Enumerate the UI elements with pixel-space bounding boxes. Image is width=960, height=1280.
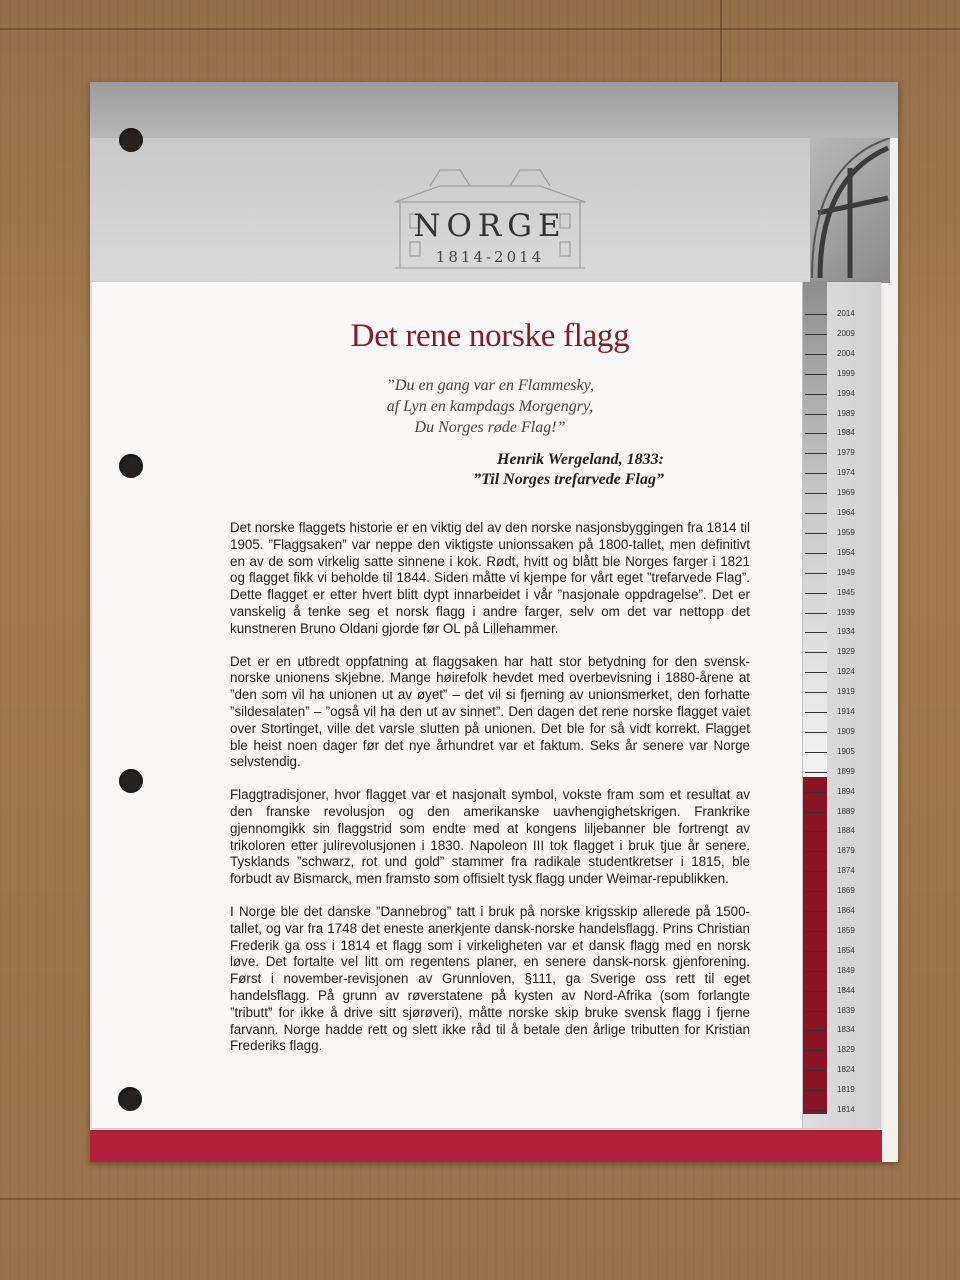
timeline-tick <box>805 971 827 972</box>
punch-hole <box>119 769 143 793</box>
timeline-year <box>803 665 881 679</box>
timeline-year-label: 1989 <box>837 408 855 418</box>
timeline-year-label: 1959 <box>837 527 855 537</box>
timeline-year-label: 1929 <box>837 647 855 657</box>
timeline-year <box>803 546 881 560</box>
timeline-tick <box>805 812 827 813</box>
timeline-tick <box>805 792 827 793</box>
timeline-year <box>803 705 881 719</box>
timeline-year <box>803 844 881 858</box>
timeline-tick <box>805 1011 827 1012</box>
timeline-year-label: 1829 <box>837 1045 855 1055</box>
timeline-year-label: 1814 <box>837 1105 855 1114</box>
timeline-year-label: 1819 <box>837 1085 855 1095</box>
timeline-tick <box>805 712 827 713</box>
timeline-year <box>803 785 881 799</box>
timeline-year-label: 1949 <box>837 567 855 577</box>
timeline-year-label: 1984 <box>837 428 855 438</box>
timeline-year <box>803 864 881 878</box>
article <box>230 318 750 1071</box>
cardboard-seam-vertical <box>720 0 722 82</box>
timeline-tick <box>805 374 827 375</box>
quote-line: ”Du en gang var en Flammesky, <box>386 377 594 394</box>
timeline-year-label: 1874 <box>837 866 855 876</box>
article-body <box>230 520 750 1055</box>
timeline-tick <box>805 752 827 753</box>
timeline-tick <box>805 732 827 733</box>
timeline-tick <box>805 871 827 872</box>
timeline-year-label: 2009 <box>837 328 855 338</box>
timeline-year <box>803 944 881 958</box>
timeline-year-label: 1894 <box>837 786 855 796</box>
timeline-tick <box>805 1070 827 1071</box>
timeline-year-label: 1884 <box>837 826 855 836</box>
timeline-year <box>803 984 881 998</box>
timeline-year-label: 1864 <box>837 906 855 915</box>
timeline-year-label: 1924 <box>837 667 855 677</box>
timeline-tick <box>805 414 827 415</box>
attribution-source: ”Til Norges trefarvede Flag” <box>473 471 664 488</box>
corner-window-image <box>810 138 890 283</box>
timeline-tick <box>805 991 827 992</box>
timeline-year <box>803 625 881 639</box>
timeline-year-label: 1824 <box>837 1065 855 1075</box>
timeline-year <box>803 526 881 540</box>
timeline-year-label: 1859 <box>837 925 855 935</box>
timeline-tick <box>805 1030 827 1031</box>
timeline-year-label: 1999 <box>837 368 855 378</box>
timeline-year <box>803 725 881 739</box>
timeline-year <box>803 1004 881 1018</box>
timeline-tick <box>805 632 827 633</box>
timeline-year-label: 1979 <box>837 448 855 458</box>
timeline-year <box>803 307 881 321</box>
timeline-tick <box>805 314 827 315</box>
timeline-tick <box>805 672 827 673</box>
norge-logo <box>390 156 590 276</box>
timeline-year-label: 1834 <box>837 1025 855 1035</box>
timeline-year <box>803 606 881 620</box>
timeline-year <box>803 1103 881 1117</box>
year-timeline <box>802 282 881 1128</box>
timeline-tick <box>805 334 827 335</box>
timeline-year-label: 1974 <box>837 468 855 478</box>
timeline-year <box>803 884 881 898</box>
quote-attribution <box>230 450 750 490</box>
timeline-tick <box>805 553 827 554</box>
timeline-tick <box>805 593 827 594</box>
timeline-year-label: 1839 <box>837 1005 855 1015</box>
timeline-year <box>803 486 881 500</box>
paragraph: Det norske flaggets historie er en viktig del av den norske nasjonsbyggingen fra 1814 til 1905. ”Flaggsaken” var neppe den viktigste unionssaken på 1800-tallet, men definitivt en av de som virkelig satte sinnene i kok. Rødt, hvitt og blått ble Norges farger i 1821 og flagget fikk vi beholde til 1844. Siden måtte vi kjempe for vårt eget ”trefarvede Flag”. Dette flagget er etter hvert blitt dypt innarbeidet i vår ”nasjonale oppdragelse”. Det er vanskelig å tenke seg et norsk flagg i andre farger, selv om det var nettopp det kunstneren Bruno Oldani gjorde før OL på Lillehammer. <box>230 520 750 636</box>
timeline-tick <box>805 573 827 574</box>
timeline-year-label: 1945 <box>837 587 855 597</box>
timeline-tick <box>805 533 827 534</box>
timeline-year-label: 1954 <box>837 547 855 557</box>
timeline-year <box>803 1043 881 1057</box>
timeline-tick <box>805 851 827 852</box>
timeline-tick <box>805 951 827 952</box>
timeline-tick <box>805 911 827 912</box>
timeline-tick <box>805 513 827 514</box>
timeline-year-label: 2014 <box>837 309 855 318</box>
timeline-year-label: 2004 <box>837 348 855 358</box>
timeline-tick <box>805 613 827 614</box>
timeline-year <box>803 745 881 759</box>
timeline-year <box>803 924 881 938</box>
timeline-year-label: 1919 <box>837 687 855 697</box>
front-sheet <box>92 282 880 1128</box>
cardboard-seam-bottom <box>0 1198 960 1200</box>
quote-line: af Lyn en kampdags Morgengry, <box>386 398 594 415</box>
timeline-year-label: 1899 <box>837 766 855 776</box>
timeline-year <box>803 1063 881 1077</box>
timeline-year <box>803 1023 881 1037</box>
timeline-year-label: 1905 <box>837 746 855 756</box>
timeline-tick <box>805 1110 827 1111</box>
timeline-year-label: 1964 <box>837 508 855 517</box>
timeline-year-label: 1844 <box>837 985 855 995</box>
punch-hole <box>119 128 143 152</box>
timeline-year <box>803 506 881 520</box>
timeline-year-label: 1889 <box>837 806 855 816</box>
paragraph: I Norge ble det danske ”Dannebrog” tatt i bruk på norske krigsskip allerede på 1500-tallet, og var fra 1748 det eneste anerkjente dansk-norske handelsflagg. Prins Christian Frederik ga oss i 1814 et flagg som i virkeligheten var et dansk flagg med en norsk løve. Det fortalte vel litt om regentens planer, en senere dansk-norsk gjenforening. Først i november-revisjonen av Grunnloven, §111, ga Sverige oss rett til eget handelsflagg. På grunn av røverstatene på kysten av Nord-Afrika (som forlangte ”tributt” for ikke å drive sitt sjørøveri), måtte norske skip bruke svensk flagg i fjerne farvann. Norge hadde rett og slett ikke råd til å betale den årlige tributten for Kristian Frederiks flagg. <box>230 903 750 1054</box>
logo-years: 1814-2014 <box>435 248 545 266</box>
timeline-year <box>803 805 881 819</box>
timeline-year <box>803 566 881 580</box>
timeline-tick <box>805 831 827 832</box>
timeline-year <box>803 824 881 838</box>
paragraph: Flaggtradisjoner, hvor flagget var et nasjonalt symbol, vokste fram som et resultat av den franske revolusjon og den amerikanske uavhengighetskrigen. Frankrike gjennomgikk sin flaggstrid som endte med at kongens liljebanner ble fortrengt av trikoloren etter julirevolusjonen i 1830. Napoleon III tok flagget i bruk tjue år senere. Tysklands ”schwarz, rot und gold” stammer fra radikale studentkretser i 1815, ble forbudt av Bismarck, men framsto som offisielt tysk flagg under Weimar-republikken. <box>230 787 750 887</box>
punch-hole <box>119 454 143 478</box>
timeline-year-label: 1994 <box>837 388 855 398</box>
timeline-year-label: 1969 <box>837 488 855 498</box>
article-title: Det rene norske flagg <box>350 318 630 354</box>
window-arch-icon <box>810 138 890 283</box>
timeline-year-label: 1849 <box>837 965 855 975</box>
timeline-year-label: 1869 <box>837 886 855 896</box>
timeline-tick <box>805 433 827 434</box>
poem-quote <box>230 375 750 438</box>
header-strip <box>90 82 898 138</box>
timeline-tick <box>805 772 827 773</box>
paragraph: Det er en utbredt oppfatning at flaggsaken har hatt stor betydning for den svensk-norske unionens skjebne. Mange høirefolk hevdet med overbevisning i 1880-årene at ”den som vil ha unionen ut av øyet” – det vil si fjerning av unionsmerket, den forhatte ”sildesalaten” – ”også vil ha den ut av sinnet”. Den dagen det rene norske flagget vaiet over Stortinget, ville det varsle slutten på unionen. Det ble for så vidt korrekt. Flagget ble heist noen dager før det nye århundret var et faktum. Seks år senere var Norge selvstendig. <box>230 653 750 770</box>
timeline-tick <box>805 394 827 395</box>
timeline-tick <box>805 891 827 892</box>
timeline-tick <box>805 1090 827 1091</box>
attribution-author: Henrik Wergeland, 1833: <box>497 451 664 468</box>
timeline-tick <box>805 453 827 454</box>
timeline-year <box>803 327 881 341</box>
logo-title: NORGE <box>413 208 567 244</box>
timeline-year-label: 1934 <box>837 627 855 637</box>
timeline-year <box>803 1083 881 1097</box>
quote-line: Du Norges røde Flag!” <box>414 419 566 436</box>
timeline-year <box>803 964 881 978</box>
timeline-year <box>803 407 881 421</box>
timeline-year-label: 1939 <box>837 607 855 617</box>
timeline-year <box>803 426 881 440</box>
timeline-year <box>803 347 881 361</box>
timeline-year <box>803 367 881 381</box>
timeline-year-label: 1909 <box>837 726 855 736</box>
timeline-tick <box>805 473 827 474</box>
timeline-year <box>803 765 881 779</box>
timeline-year <box>803 586 881 600</box>
timeline-year-label: 1879 <box>837 846 855 856</box>
timeline-year <box>803 387 881 401</box>
timeline-year-label: 1914 <box>837 707 855 716</box>
timeline-tick <box>805 692 827 693</box>
timeline-year-label: 1854 <box>837 945 855 955</box>
timeline-tick <box>805 931 827 932</box>
punch-hole <box>118 1087 142 1111</box>
red-band <box>90 1130 882 1162</box>
timeline-year <box>803 645 881 659</box>
timeline-tick <box>805 354 827 355</box>
timeline-tick <box>805 652 827 653</box>
header-banner <box>90 138 810 283</box>
timeline-year <box>803 446 881 460</box>
timeline-year <box>803 466 881 480</box>
timeline-year <box>803 685 881 699</box>
timeline-tick <box>805 1050 827 1051</box>
timeline-year <box>803 904 881 918</box>
cardboard-seam-top <box>0 28 960 30</box>
timeline-tick <box>805 493 827 494</box>
